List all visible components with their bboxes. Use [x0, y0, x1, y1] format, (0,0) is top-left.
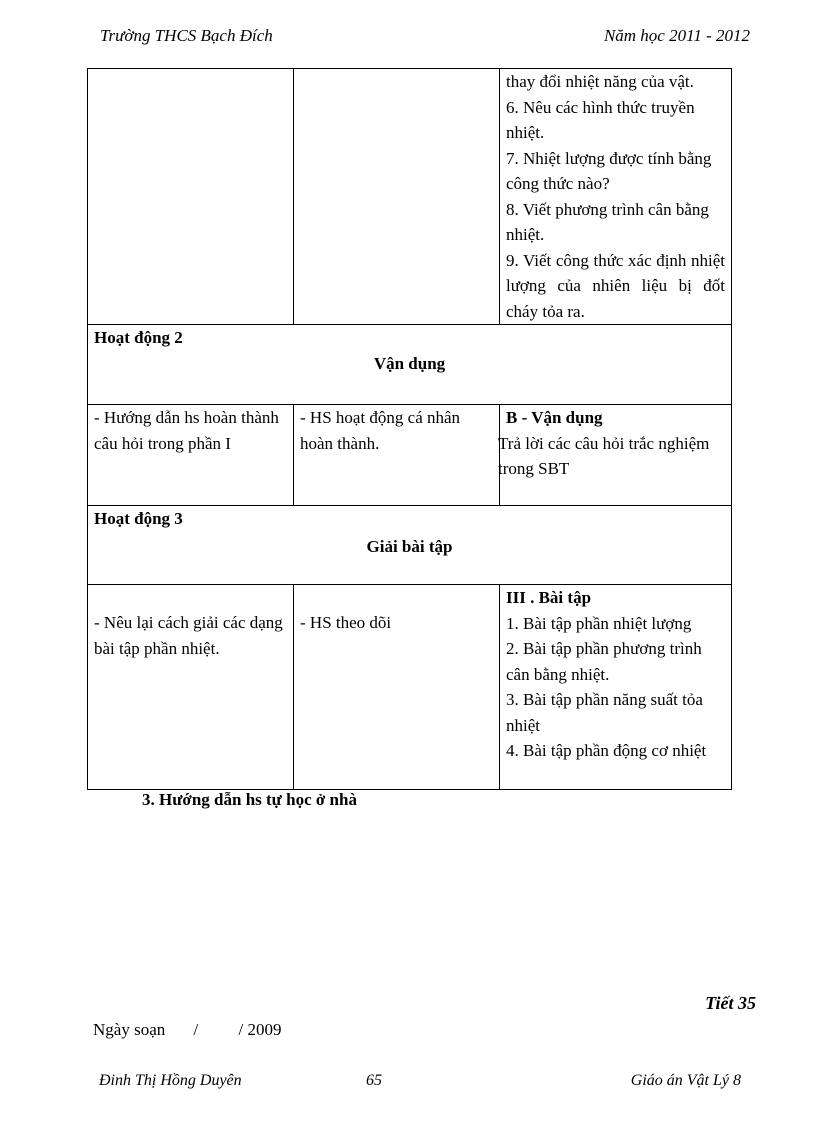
question-line: 8. Viết phương trình cân bằng nhiệt.: [506, 199, 709, 244]
footer-author: Đinh Thị Hồng Duyên: [99, 1072, 242, 1089]
student-cell: [294, 405, 500, 506]
question-line: 6. Nêu các hình thức truyền nhiệt.: [506, 97, 695, 142]
activity3-teacher: - Nêu lại cách giải các dạng bài tập phần nhiệt.: [94, 613, 283, 658]
prep-date-sep1: /: [193, 1020, 199, 1039]
question-line: 7. Nhiệt lượng được tính bằng công thức nào?: [506, 148, 712, 193]
activity2-teacher: - Hướng dẫn hs hoàn thành câu hỏi trong phần I: [94, 408, 279, 453]
activity2-header: [88, 325, 732, 405]
activity3-header: [88, 506, 732, 585]
prep-date-label: Ngày soạn: [93, 1020, 166, 1039]
activity2-student: - HS hoạt động cá nhân hoàn thành.: [300, 408, 461, 453]
lesson-table: [87, 68, 732, 790]
header-year: Năm học 2011 - 2012: [603, 26, 750, 45]
table-row: [88, 585, 732, 790]
activity-header-row: [88, 325, 732, 405]
footer-subject: Giáo án Vật Lý 8: [630, 1072, 741, 1089]
activity2-content-heading: B - Vận dụng: [506, 408, 603, 427]
exercise-item: 1. Bài tập phần nhiệt lượng: [506, 613, 692, 633]
student-cell: [294, 585, 500, 790]
question-line: 9. Viết công thức xác định nhiệt lượng của nhiên liệu bị đốt cháy tỏa ra.: [506, 250, 725, 321]
activity2-title: Vận dụng: [373, 353, 446, 373]
header-school: Trường THCS Bạch Đích: [100, 26, 273, 45]
content-cell: [500, 405, 732, 506]
teacher-cell: [88, 585, 294, 790]
table-row: [88, 69, 732, 325]
table-row: [88, 405, 732, 506]
activity3-title: Giải bài tập: [366, 536, 453, 556]
activity3-student: - HS theo dõi: [300, 613, 392, 632]
prep-date: [93, 1020, 281, 1040]
content-cell: [500, 69, 732, 325]
exercise-item: 3. Bài tập phần năng suất tỏa nhiệt: [506, 690, 703, 735]
teacher-cell: [88, 69, 294, 325]
homework-heading: 3. Hướng dẫn hs tự học ở nhà: [142, 790, 357, 809]
lesson-number: Tiết 35: [705, 993, 756, 1013]
activity3-content-heading: III . Bài tập: [506, 588, 592, 607]
activity2-label: Hoạt động 2: [94, 328, 183, 347]
activity2-content-text: Trả lời các câu hỏi trắc nghiệm trong SBT: [498, 433, 710, 478]
teacher-cell: [88, 405, 294, 506]
content-cell: [500, 585, 732, 790]
activity-header-row: [88, 506, 732, 585]
prep-date-year: / 2009: [238, 1020, 282, 1039]
activity3-label: Hoạt động 3: [94, 509, 183, 528]
exercise-item: 4. Bài tập phần động cơ nhiệt: [506, 741, 707, 760]
question-line: thay đổi nhiệt năng của vật.: [506, 72, 694, 91]
exercise-item: 2. Bài tập phần phương trình cân bằng nhiệt.: [506, 639, 702, 684]
student-cell: [294, 69, 500, 325]
footer-page-number: 65: [366, 1072, 382, 1089]
